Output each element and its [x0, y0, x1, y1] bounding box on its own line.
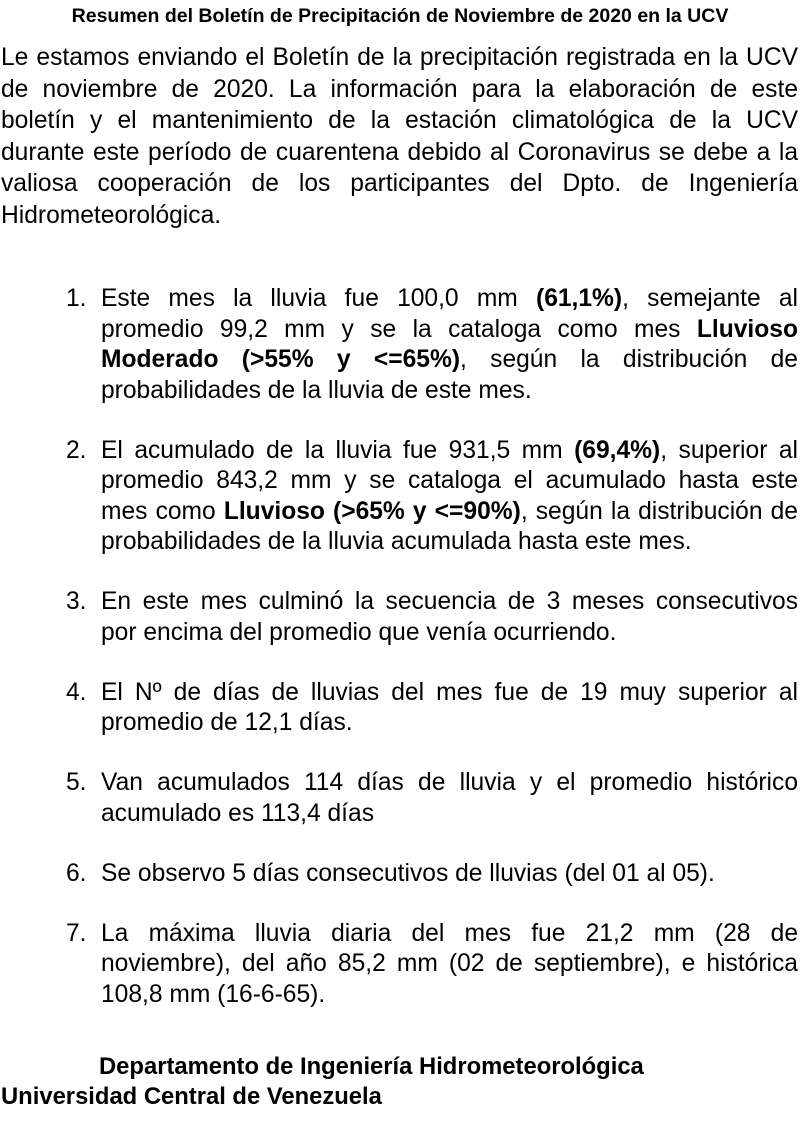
list-number: 5. [66, 769, 87, 796]
list-number: 3. [66, 588, 87, 615]
item-text: El Nº de días de lluvias del mes fue de 19 muy superior al promedio de 12,1 días. [101, 678, 798, 736]
item-bold-text: (69,4%) [574, 436, 661, 464]
list-number: 4. [66, 678, 87, 706]
footer-university: Universidad Central de Venezuela [1, 1083, 382, 1110]
list-number: 1. [66, 285, 87, 312]
list-number: 2. [66, 436, 87, 464]
list-item-3 [0, 587, 798, 648]
item-text: En este mes culminó la secuencia de 3 meses consecutivos por encima del promedio que venía ocurriendo. [101, 588, 798, 646]
list-item-5 [0, 768, 798, 829]
intro-paragraph: Le estamos enviando el Boletín de la precipitación registrada en la UCV de noviembre de 2020. La información para la elaboración de este boletín y el mantenimiento de la estación climatológica de la UCV durante este período de cuarentena debido al Coronavirus se debe a la valiosa cooperación de los participantes del Dpto. de Ingeniería Hidrometeorológica. [1, 44, 798, 229]
list-item-4 [0, 678, 798, 739]
list-number: 7. [66, 919, 87, 947]
list-item-1 [0, 284, 798, 406]
item-text: La máxima lluvia diaria del mes fue 21,2 mm (28 de noviembre), del año 85,2 mm (02 de septiembre), e histórica 108,8 mm (16-6-65). [101, 919, 798, 1008]
item-bold-text: Lluvioso (>65% y <=90%) [223, 497, 521, 525]
item-bold-text: Lluvioso Moderado (>55% y <=65%) [101, 315, 798, 373]
list-number: 6. [66, 859, 87, 887]
item-text: , según la distribución de probabilidades de la lluvia de este mes. [101, 346, 798, 404]
item-text: Van acumulados 114 días de lluvia y el promedio histórico acumulado es 113,4 días [101, 769, 798, 827]
item-text: Este mes la lluvia fue 100,0 mm [101, 285, 536, 312]
item-text: , semejante al promedio 99,2 mm y se la cataloga como mes [101, 285, 798, 343]
summary-list [0, 284, 800, 1040]
list-item-6 [0, 859, 798, 890]
item-text: Se observo 5 días consecutivos de lluvias (del 01 al 05). [101, 859, 715, 887]
item-text: , según la distribución de probabilidades de la lluvia acumulada hasta este mes. [101, 497, 798, 555]
item-text: El acumulado de la lluvia fue 931,5 mm [101, 436, 575, 464]
list-item-2 [0, 436, 798, 558]
footer-department: Departamento de Ingeniería Hidrometeorológica [99, 1053, 644, 1080]
list-item-7 [0, 919, 798, 1011]
item-text: , superior al promedio 843,2 mm y se cataloga el acumulado hasta este mes como [101, 436, 798, 525]
document-title: Resumen del Boletín de Precipitación de Noviembre de 2020 en la UCV [71, 5, 729, 27]
item-bold-text: (61,1%) [536, 285, 623, 312]
